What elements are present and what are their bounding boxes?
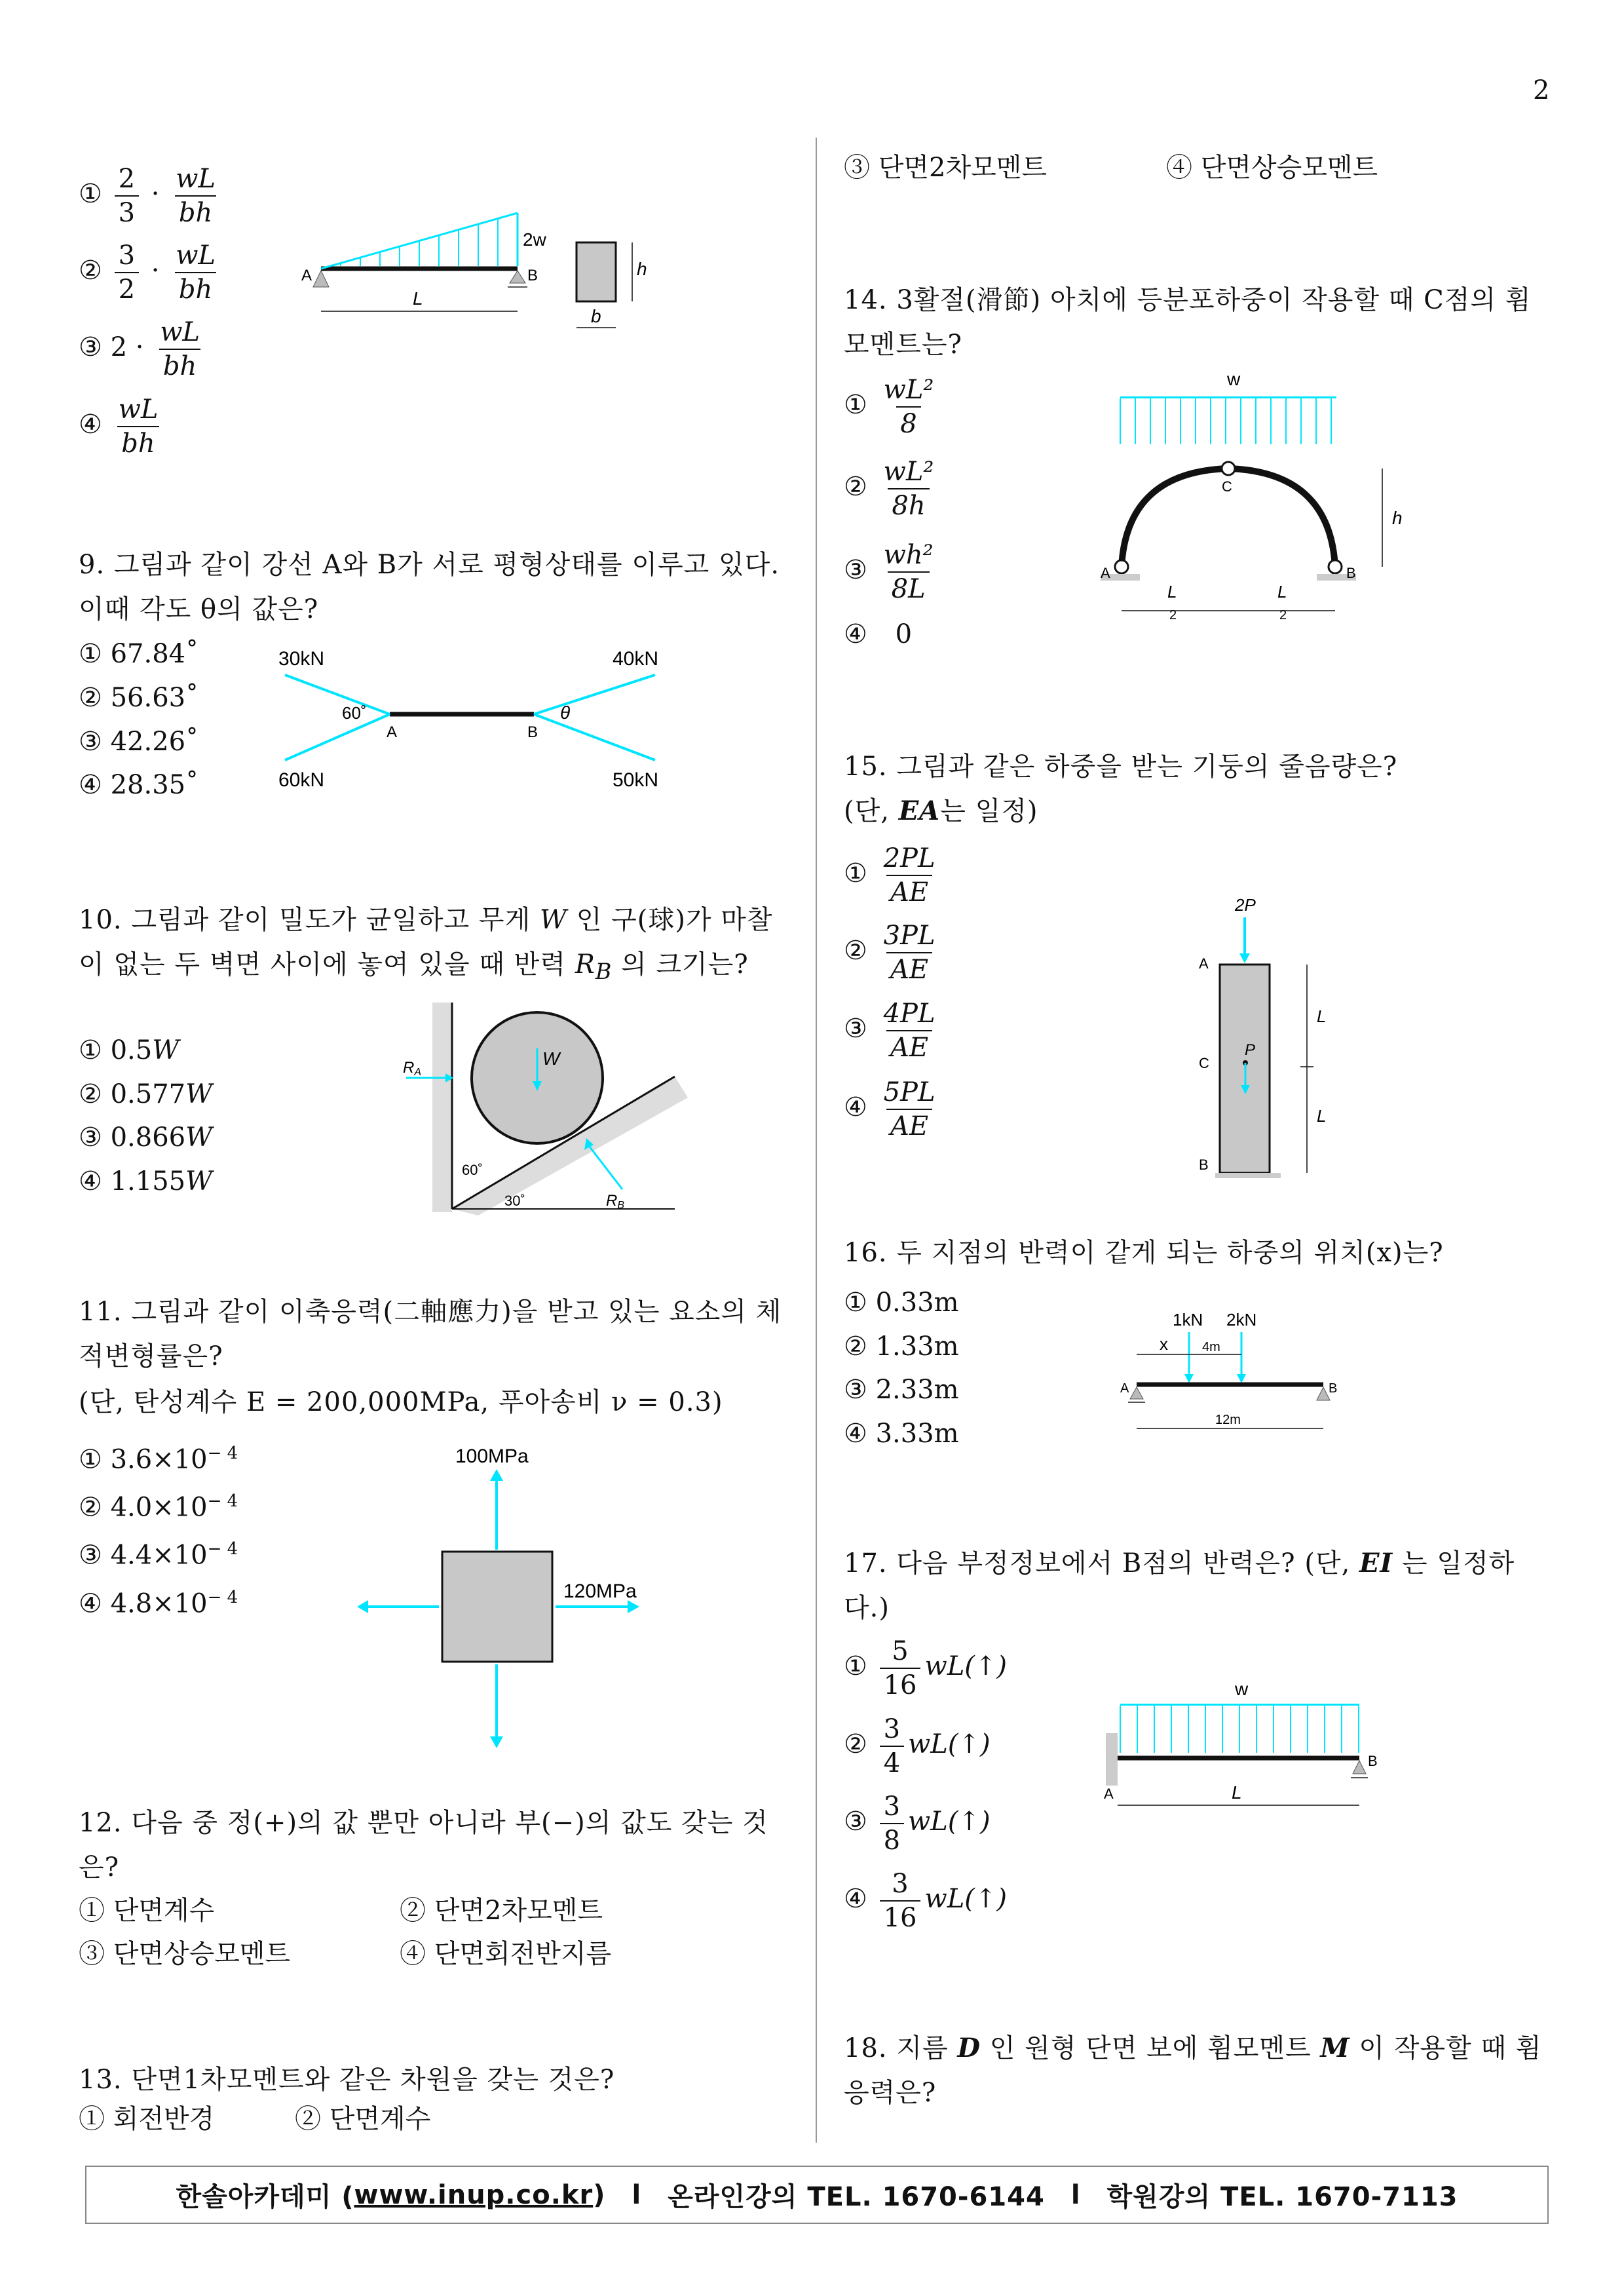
q16-option-3[interactable]: ③ 2.33m	[844, 1375, 959, 1405]
q13-option-3[interactable]: ③ 단면2차모멘트	[844, 153, 1048, 183]
q13-option-4[interactable]: ④ 단면상승모멘트	[1166, 153, 1378, 183]
label-a: A	[387, 723, 398, 741]
fraction: $\frac{\text{wh²}}{8L}$	[883, 540, 934, 604]
q9-option-2[interactable]: ② 56.63˚	[79, 683, 199, 713]
q18-question: 18. 지름 D 인 원형 단면 보에 휨모멘트 M 이 작용할 때 휨응력은?	[844, 2033, 1542, 2108]
q9-option-4[interactable]: ④ 28.35˚	[79, 770, 199, 800]
option-mark: ②	[79, 256, 102, 286]
q10-option-4[interactable]: ④ 1.155W	[79, 1166, 213, 1196]
label-l-right: L	[1277, 582, 1287, 602]
label-load: 2w	[523, 229, 546, 250]
q9-cable-diagram	[269, 645, 675, 796]
label-a: A	[1199, 955, 1209, 972]
q8-beam-diagram	[295, 203, 662, 347]
fraction: $\frac{3}{16}$	[880, 1867, 921, 1934]
label-a: A	[1104, 1786, 1114, 1802]
footer-separator: l	[1070, 2179, 1081, 2210]
q15-option-2[interactable]: ② $\frac{3PL}{AE}$	[844, 919, 943, 986]
q10-question: 10. 그림과 같이 밀도가 균일하고 무게 W 인 구(球)가 마찰이 없는 두 벽면 사이에 놓여 있을 때 반력 $R_B$ 의 크기는?	[79, 905, 773, 984]
stress-element	[442, 1552, 552, 1662]
force-30kN	[285, 675, 390, 714]
footer: 한솔아카데미 ( www.inup.co.kr ) l 온라인강의 TEL. 1670-6144 l 학원강의 TEL. 1670-7113	[85, 2166, 1549, 2224]
fraction: $\frac{5PL}{AE}$	[883, 1077, 935, 1141]
column-divider	[816, 138, 817, 2143]
label-100MPa: 100MPa	[455, 1445, 529, 1467]
label-c: C	[1199, 1055, 1209, 1071]
fraction: $\frac{wL}{bh}$	[176, 164, 216, 228]
q12-option-3[interactable]: ③ 단면상승모멘트	[79, 1939, 291, 1969]
label-30kN: 30kN	[278, 648, 325, 670]
q14-option-4[interactable]: ④ 0	[844, 619, 913, 649]
label-p: P	[1245, 1041, 1256, 1059]
q8-option-4[interactable]	[79, 393, 166, 460]
label-l-top: L	[1317, 1006, 1327, 1026]
q9-option-3[interactable]: ③ 42.26˚	[79, 727, 199, 757]
q12-option-2[interactable]: ② 단면2차모멘트	[400, 1896, 603, 1926]
label-rb: RB	[606, 1192, 625, 1211]
q9-option-1[interactable]: ① 67.84˚	[79, 639, 199, 669]
q11-stress-element	[354, 1442, 668, 1756]
q14-option-3[interactable]: ③ $\frac{\text{wh²}}{8L}$	[844, 539, 941, 605]
label-60deg: 60˚	[342, 703, 367, 723]
q15-question: 15. 그림과 같은 하중을 받는 기둥의 줄음량은?	[844, 752, 1398, 782]
q15-option-4[interactable]: ④ $\frac{5PL}{AE}$	[844, 1076, 943, 1143]
label-2p: 2P	[1235, 895, 1256, 915]
roller-support-b	[1353, 1761, 1366, 1774]
label-height: h	[637, 259, 647, 279]
q15-column-diagram	[1179, 891, 1350, 1179]
q16-option-2[interactable]: ② 1.33m	[844, 1331, 959, 1362]
coefficient: 2 ·	[110, 332, 144, 362]
reaction-rb-arrow	[590, 1147, 622, 1189]
q11-option-2[interactable]: ② $4.0\times 10^{- 4}$	[79, 1491, 238, 1523]
label-b: B	[1368, 1753, 1378, 1769]
label-l-bottom: L	[1317, 1106, 1327, 1126]
q16-option-1[interactable]: ① 0.33m	[844, 1288, 959, 1318]
q15-option-1[interactable]: ① $\frac{2PL}{AE}$	[844, 842, 943, 909]
label-two-right: 2	[1279, 608, 1287, 622]
dot: ·	[151, 256, 160, 286]
fraction: $\frac{wL}{bh}$	[176, 240, 216, 305]
label-span: L	[413, 288, 423, 309]
q11-condition: (단, 탄성계수 E = 200,000MPa, 푸아송비 ν = 0.3)	[79, 1387, 723, 1417]
hinge-b	[1329, 560, 1342, 573]
fraction: $\frac{wL}{bh}$	[160, 317, 200, 381]
label-30deg: 30˚	[504, 1193, 525, 1209]
footer-separator: l	[632, 2179, 642, 2210]
q14-option-2[interactable]: ② $\frac{\text{wL²}}{8h}$	[844, 455, 941, 522]
q17-option-2[interactable]: ② $\frac{3}{4}$ wL(↑)	[844, 1714, 991, 1778]
q14-arch-diagram	[1094, 367, 1448, 629]
label-12m: 12m	[1215, 1413, 1241, 1427]
force-50kN	[534, 714, 655, 760]
fraction: $\frac{4PL}{AE}$	[883, 999, 935, 1063]
label-c: C	[1222, 478, 1232, 495]
force-40kN	[534, 675, 655, 714]
fraction: $\frac{wL}{bh}$	[118, 394, 159, 459]
q14-option-1[interactable]: ① $\frac{\text{wL²}}{8}$	[844, 373, 941, 440]
label-h: h	[1392, 508, 1403, 528]
q15-condition: (단, EA는 일정)	[844, 795, 1038, 826]
q11-option-4[interactable]: ④ $4.8\times 10^{- 4}$	[79, 1588, 238, 1619]
hinge-a	[1115, 560, 1128, 573]
footer-url-link[interactable]: www.inup.co.kr	[354, 2179, 594, 2210]
label-60deg: 60˚	[462, 1162, 483, 1178]
q13-option-1[interactable]: ① 회전반경	[79, 2104, 215, 2134]
q11-question: 11. 그림과 같이 이축응력(二軸應力)을 받고 있는 요소의 체적변형률은?	[79, 1297, 782, 1371]
label-w: w	[1235, 1679, 1249, 1699]
q8-option-1[interactable]	[79, 163, 223, 229]
option-mark: ①	[79, 179, 102, 209]
fraction: $\frac{\text{wL²}}{8h}$	[883, 457, 934, 521]
q14-question: 14. 3활절(滑節) 아치에 등분포하중이 작용할 때 C점의 휨모멘트는?	[844, 285, 1532, 360]
footer-academy-name: 한솔아카데미 (	[176, 2182, 354, 2212]
q13-option-2[interactable]: ② 단면계수	[295, 2104, 431, 2134]
roller-support-b	[510, 271, 525, 283]
support-b	[1317, 1387, 1330, 1400]
fraction: $\frac{5}{16}$	[880, 1635, 921, 1702]
q10-sphere-diagram	[400, 999, 688, 1215]
label-ra: RA	[403, 1059, 422, 1078]
label-b: B	[1329, 1381, 1338, 1396]
q17-beam-diagram	[1094, 1674, 1395, 1825]
hinge-c	[1222, 462, 1235, 475]
q16-question: 16. 두 지점의 반력이 같게 되는 하중의 위치(x)는?	[844, 1238, 1444, 1268]
q9-question: 9. 그림과 같이 강선 A와 B가 서로 평형상태를 이루고 있다. 이때 각도 θ의 값은?	[79, 550, 780, 624]
fraction: $\frac{3PL}{AE}$	[883, 921, 935, 985]
label-40kN: 40kN	[613, 648, 659, 670]
label-l: L	[1232, 1782, 1242, 1803]
fixed-wall-a	[1106, 1733, 1118, 1786]
fraction: $\frac{2}{3}$	[115, 163, 139, 229]
fraction: $\frac{3}{8}$	[880, 1790, 904, 1857]
footer-online-tel: 온라인강의 TEL. 1670-6144	[668, 2182, 1045, 2212]
dot: ·	[151, 179, 160, 209]
label-50kN: 50kN	[613, 769, 659, 791]
option-mark: ④	[79, 410, 102, 440]
label-x: x	[1160, 1334, 1168, 1354]
label-4m: 4m	[1202, 1340, 1220, 1354]
label-a: A	[1120, 1381, 1129, 1396]
vertical-wall	[432, 1003, 452, 1212]
q8-option-3[interactable]	[79, 316, 208, 383]
label-120MPa: 120MPa	[563, 1580, 637, 1602]
q11-option-1[interactable]: ① $3.6\times 10^{- 4}$	[79, 1444, 238, 1475]
cross-section	[576, 242, 616, 301]
label-two-left: 2	[1169, 608, 1177, 622]
page-number: 2	[1533, 75, 1550, 105]
label-1kN: 1kN	[1173, 1310, 1203, 1330]
q12-option-1[interactable]: ① 단면계수	[79, 1896, 215, 1926]
label-2kN: 2kN	[1226, 1310, 1257, 1330]
q16-beam-diagram	[1114, 1307, 1350, 1451]
q11-option-3[interactable]: ③ $4.4\times 10^{- 4}$	[79, 1539, 238, 1571]
fraction: $\frac{3}{4}$	[880, 1713, 904, 1780]
udl-arrows	[1120, 1706, 1359, 1753]
label-theta: θ	[560, 702, 571, 723]
label-width: b	[591, 306, 601, 326]
label-60kN: 60kN	[278, 769, 325, 791]
q10-option-3[interactable]: ③ 0.866W	[79, 1122, 213, 1153]
label-b: B	[1346, 565, 1356, 581]
label-b: B	[527, 723, 538, 741]
label-w: W	[542, 1048, 560, 1069]
force-60kN	[285, 714, 390, 760]
udl-arrows	[1120, 398, 1331, 444]
q10-option-1[interactable]: ① 0.5W	[79, 1035, 179, 1065]
q12-question: 12. 다음 중 정(+)의 값 뿐만 아니라 부(−)의 값도 갖는 것은?	[79, 1808, 768, 1883]
q12-option-4[interactable]: ④ 단면회전반지름	[400, 1939, 612, 1969]
label-b: B	[527, 267, 538, 284]
label-l-left: L	[1167, 582, 1177, 602]
q10-option-2[interactable]: ② 0.577W	[79, 1079, 213, 1109]
label-b: B	[1199, 1157, 1209, 1173]
q8-option-2[interactable]	[79, 239, 223, 306]
label-w: w	[1227, 369, 1241, 389]
q17-option-1[interactable]: ① $\frac{5}{16}$ wL(↑)	[844, 1636, 1008, 1700]
q17-option-4[interactable]: ④ $\frac{3}{16}$ wL(↑)	[844, 1869, 1008, 1933]
q16-option-4[interactable]: ④ 3.33m	[844, 1419, 959, 1449]
support-a	[1130, 1387, 1143, 1399]
q17-question: 17. 다음 부정정보에서 B점의 반력은? (단, EI 는 일정하다.)	[844, 1548, 1515, 1623]
footer-academy-tel: 학원강의 TEL. 1670-7113	[1106, 2182, 1458, 2212]
fraction: $\frac{2PL}{AE}$	[883, 843, 935, 908]
fraction: $\frac{\text{wL²}}{8}$	[883, 375, 934, 439]
q17-option-3[interactable]: ③ $\frac{3}{8}$ wL(↑)	[844, 1791, 991, 1856]
pin-support-a	[313, 271, 329, 287]
fraction: $\frac{3}{2}$	[115, 239, 139, 306]
q15-option-3[interactable]: ③ $\frac{4PL}{AE}$	[844, 997, 943, 1064]
option-mark: ③	[79, 332, 102, 362]
q13-question: 13. 단면1차모멘트와 같은 차원을 갖는 것은?	[79, 2065, 615, 2095]
label-a: A	[1101, 565, 1110, 581]
label-a: A	[301, 267, 312, 284]
